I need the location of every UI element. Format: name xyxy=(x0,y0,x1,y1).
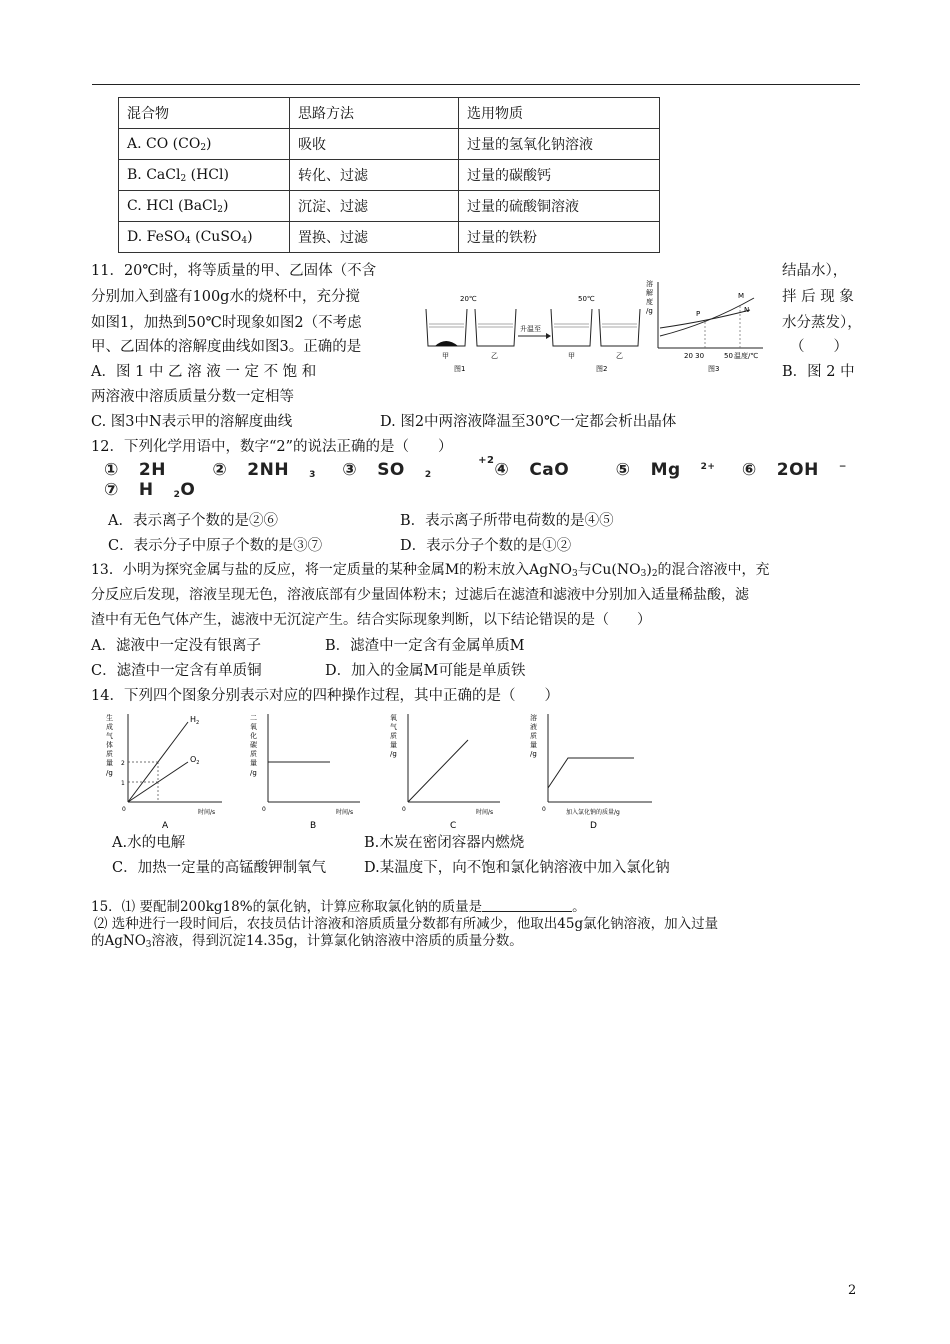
q11-line3-tail: 水分蒸发）， xyxy=(782,315,862,331)
q13-line1: 13．小明为探究金属与盐的反应，将一定质量的某种金属M的粉末放入AgNO$_3$与$Cu(NO_3)_2$的混合溶液中，充 xyxy=(91,562,770,579)
ylabel-char: 氧 xyxy=(390,714,397,722)
label-o2: $O_2$ xyxy=(190,755,200,766)
table-header-cell: 思路方法 xyxy=(290,98,459,129)
label-yi: 乙 xyxy=(491,352,498,360)
q15-part2-line2: 的AgNO$_3$溶液，得到沉淀14.35g，计算氯化钠溶液中溶质的质量分数。 xyxy=(91,933,523,950)
beaker-yi-2 xyxy=(599,309,640,346)
ylabel-char: 液 xyxy=(530,723,537,731)
beaker-jia-1 xyxy=(426,309,467,346)
ylabel-char: 量 xyxy=(250,759,257,767)
table-cell-method: 置换、过滤 xyxy=(290,222,459,253)
table-cell-mixture: C. HCl (BaCl$_2$) xyxy=(119,191,290,222)
q14-stem: 14．下列四个图象分别表示对应的四种操作过程，其中正确的是（ ） xyxy=(91,688,559,704)
q12-option-a: A．表示离子个数的是②⑥ xyxy=(108,513,278,529)
ylabel-char: /g xyxy=(106,769,113,777)
q14-graphs xyxy=(104,708,664,834)
q12-option-c: C．表示分子中原子个数的是③⑦ xyxy=(108,538,323,554)
q13-option-b: B．滤渣中一定含有金属单质M xyxy=(325,638,525,654)
beaker-jia-2 xyxy=(551,309,592,346)
table-header-cell: 混合物 xyxy=(119,98,290,129)
fig1-beakers xyxy=(426,295,516,373)
label-h2: $H_2$ xyxy=(190,715,200,726)
chem-item: ⑥ 2OH − xyxy=(741,460,847,480)
table-cell-reagent: 过量的铁粉 xyxy=(459,222,660,253)
ylabel-char: 二 xyxy=(250,714,257,722)
table-cell-mixture: A. CO $(CO_2)$ xyxy=(119,129,290,160)
q15-part1: 15．⑴ 要配制200kg18%的氯化钠，计算应称取氯化钠的质量是 。 xyxy=(91,899,586,915)
table-header-cell: 选用物质 xyxy=(459,98,660,129)
q11-option-a: A．图 1 中 乙 溶 液 一 定 不 饱 和 xyxy=(91,364,317,380)
chem-item: ⑦ H $_2$O xyxy=(104,480,196,500)
chem-item: ② 2NH $_3$ xyxy=(212,460,316,480)
q14-option-a: A.水的电解 xyxy=(112,835,186,851)
x-axis-label: 时间/s xyxy=(336,809,354,816)
heat-label: 升温至 xyxy=(520,325,541,333)
table-row xyxy=(119,191,660,222)
q12-chem-items xyxy=(104,455,950,500)
graph-caption-d: D xyxy=(590,821,597,831)
ylabel-char: 质 xyxy=(530,732,537,740)
chem-item: ③ SO $_2$ xyxy=(342,460,432,480)
q11-line1-tail: 结晶水）， xyxy=(782,263,848,279)
graph-b-carbon-dioxide xyxy=(250,714,360,831)
ylabel-char: /g xyxy=(390,750,397,758)
origin: 0 xyxy=(542,806,546,813)
tick-1: 1 xyxy=(121,780,125,787)
origin: 0 xyxy=(122,806,126,813)
q12-stem: 12．下列化学用语中，数字“2”的说法正确的是（ ） xyxy=(91,439,453,455)
ylabel-char: 体 xyxy=(106,741,113,749)
table-cell-method: 转化、过滤 xyxy=(290,160,459,191)
intersection-label-p: P xyxy=(696,310,701,318)
graph-a-water-electrolysis xyxy=(106,713,222,831)
curve-label-n: N xyxy=(744,306,750,314)
answer-blank[interactable] xyxy=(482,899,572,912)
temp-20-label: 20℃ xyxy=(460,295,477,303)
chem-item: $^{+2}$④ CaO xyxy=(478,455,570,480)
ylabel-char: 量 xyxy=(390,741,397,749)
q11-option-b: B．图 2 中 xyxy=(782,364,855,380)
graph-caption-a: A xyxy=(162,821,169,831)
q11-option-c: C. 图3中N表示甲的溶解度曲线 xyxy=(91,414,293,430)
ylabel-char: 量 xyxy=(106,759,113,767)
q12-option-d: D．表示分子个数的是①② xyxy=(400,538,572,554)
x-axis-label: 加入氯化钠的质量/g xyxy=(566,809,620,816)
origin: 0 xyxy=(402,806,406,813)
x-axis-label: 时间/s xyxy=(476,809,494,816)
graph-caption-b: B xyxy=(310,821,317,831)
graph-c-oxygen xyxy=(390,713,500,831)
table-row xyxy=(119,222,660,253)
origin: 0 xyxy=(262,806,266,813)
curve-n xyxy=(660,310,750,328)
x-axis-label: 温度/℃ xyxy=(734,352,759,360)
q14-option-c: C．加热一定量的高锰酸钾制氧气 xyxy=(112,860,327,876)
x-axis-label: 时间/s xyxy=(198,809,216,816)
ylabel-char: 气 xyxy=(390,723,397,731)
ylabel-char: 化 xyxy=(250,732,257,740)
table-cell-mixture: B. CaCl$_2$ (HCl) xyxy=(119,160,290,191)
label-jia: 甲 xyxy=(568,352,575,360)
q13-option-c: C．滤渣中一定含有单质铜 xyxy=(91,663,262,679)
q14-option-d: D.某温度下，向不饱和氯化钠溶液中加入氯化钠 xyxy=(364,860,670,876)
ylabel-char: 质 xyxy=(390,732,397,740)
graph-caption-c: C xyxy=(450,821,457,831)
q11-option-d: D. 图2中两溶液降温至30℃一定都会析出晶体 xyxy=(380,414,677,430)
label-jia: 甲 xyxy=(442,352,449,360)
q11-line2: 分别加入到盛有100g水的烧杯中，充分搅 xyxy=(91,289,360,305)
graph-d-sodium-chloride xyxy=(530,713,652,831)
table-cell-reagent: 过量的硫酸铜溶液 xyxy=(459,191,660,222)
q13-option-d: D．加入的金属M可能是单质铁 xyxy=(325,663,526,679)
ylabel-char: 成 xyxy=(106,723,113,731)
page-number: 2 xyxy=(848,1283,857,1298)
arrow-head xyxy=(546,333,551,339)
ylabel-char: 碳 xyxy=(250,741,257,749)
ylabel-char: 质 xyxy=(250,750,257,758)
ylabel-char: 溶 xyxy=(646,280,653,288)
q13-line2: 分反应后发现，溶液呈现无色，溶液底部有少量固体粉末；过滤后在滤渣和滤液中分别加入适量稀盐酸，滤 xyxy=(91,587,749,603)
table-row xyxy=(119,160,660,191)
table-cell-reagent: 过量的氢氧化钠溶液 xyxy=(459,129,660,160)
table-cell-reagent: 过量的碳酸钙 xyxy=(459,160,660,191)
beaker-yi-1 xyxy=(475,309,516,346)
ylabel-char: /g xyxy=(646,307,653,315)
q15-part2-line1: ⑵ 选种进行一段时间后，农技员估计溶液和溶质质量分数都有所减少，他取出45g氯化钠溶液，加入过量 xyxy=(94,916,719,932)
q13-line3: 渣中有无色气体产生，滤液中无沉淀产生。结合实际现象判断，以下结论错误的是（ ） xyxy=(91,612,651,628)
table-cell-method: 沉淀、过滤 xyxy=(290,191,459,222)
q14-option-b: B.木炭在密闭容器内燃烧 xyxy=(364,835,525,851)
chem-item: ⑤ Mg $^{2+}$ xyxy=(615,460,716,480)
ylabel-char: 度 xyxy=(646,298,653,306)
mixture-table xyxy=(118,97,660,253)
q11-line4: 甲、乙固体的溶解度曲线如图3。正确的是 xyxy=(91,339,362,355)
table-cell-method: 吸收 xyxy=(290,129,459,160)
caption-fig1: 图1 xyxy=(454,365,466,373)
q11-option-b-cont: 两溶液中溶质质量分数一定相等 xyxy=(91,389,294,405)
fig2-beakers xyxy=(551,295,640,373)
chem-item: ① 2H xyxy=(104,460,166,480)
q12-option-b: B．表示离子所带电荷数的是④⑤ xyxy=(400,513,614,529)
ylabel-char: 气 xyxy=(106,732,113,740)
q11-figure xyxy=(418,276,778,376)
ylabel-char: 量 xyxy=(530,741,537,749)
q11-line4-tail: （ ） xyxy=(790,339,848,355)
temp-50-label: 50℃ xyxy=(578,295,595,303)
q11-line2-tail: 拌 后 现 象 xyxy=(782,289,854,305)
q11-line1: 11．20℃时，将等质量的甲、乙固体（不含 xyxy=(91,263,377,279)
undissolved-solid xyxy=(435,341,458,346)
ylabel-char: 氧 xyxy=(250,723,257,731)
tick-2: 2 xyxy=(121,760,125,767)
caption-fig3: 图3 xyxy=(708,365,720,373)
ylabel-char: 生 xyxy=(106,714,113,722)
caption-fig2: 图2 xyxy=(596,365,608,373)
header-rule xyxy=(92,84,860,85)
q13-option-a: A．滤液中一定没有银离子 xyxy=(91,638,261,654)
ylabel-char: /g xyxy=(250,769,257,777)
ylabel-char: 解 xyxy=(646,289,653,297)
table-cell-mixture: D. FeSO$_4$ (CuSO$_4$) xyxy=(119,222,290,253)
table-header-row xyxy=(119,98,660,129)
line-solution xyxy=(548,758,634,788)
label-yi: 乙 xyxy=(616,352,623,360)
table-row xyxy=(119,129,660,160)
x-tick-50: 50 xyxy=(724,352,733,360)
curve-label-m: M xyxy=(738,292,745,300)
x-ticks-20-30: 20 30 xyxy=(684,352,705,360)
ylabel-char: 溶 xyxy=(530,714,537,722)
fig3-solubility-graph xyxy=(646,279,763,373)
ylabel-char: 质 xyxy=(106,750,113,758)
q11-line3: 如图1，加热到50℃时现象如图2（不考虑 xyxy=(91,315,362,331)
ylabel-char: /g xyxy=(530,750,537,758)
line-o2 xyxy=(408,740,468,802)
